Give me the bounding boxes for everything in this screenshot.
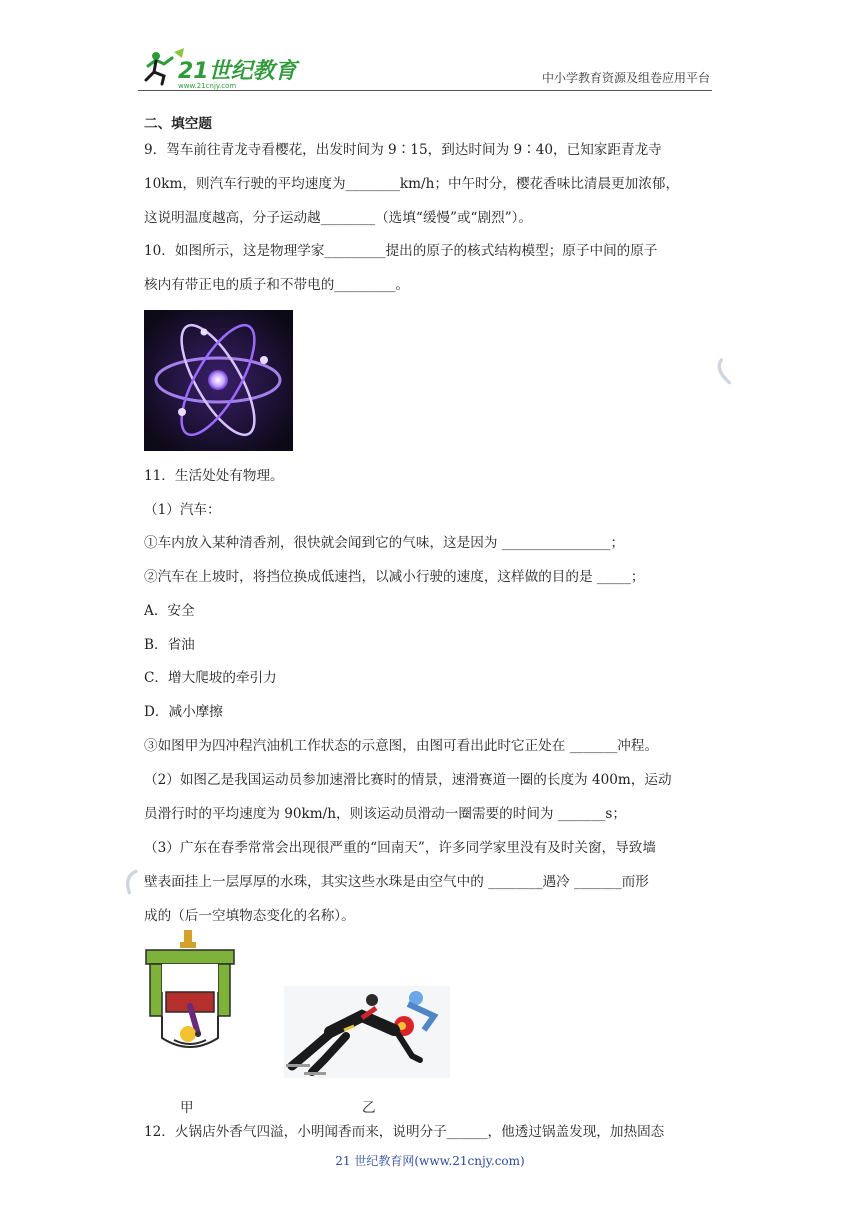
q10-line-2: 核内有带正电的质子和不带电的_________。 xyxy=(144,277,410,293)
figure-caption-yi: 乙 xyxy=(362,1100,376,1116)
page-footer[interactable]: 21 世纪教育网(www.21cnjy.com) xyxy=(335,1154,525,1168)
platform-name: 中小学教育资源及组卷应用平台 xyxy=(541,71,710,85)
q12-line-1: 12．火锅店外香气四溢，小明闻香而来，说明分子______，他透过锅盖发现，加热固态 xyxy=(144,1124,665,1140)
q11-option-b: B．省油 xyxy=(144,637,195,653)
q11-part3-line-1: （3）广东在春季常常会出现很严重的“回南天”，许多同学家里没有及时关窗，导致墙 xyxy=(144,840,656,856)
corner-bracket-icon xyxy=(712,352,732,392)
q11-item-1: ①车内放入某种清香剂，很快就会闻到它的气味，这是因为 ________________； xyxy=(144,535,625,551)
q11-part2-line-2: 员滑行时的平均速度为 90km/h，则该运动员滑动一圈需要的时间为 _______s； xyxy=(144,806,626,822)
figure-caption-jia: 甲 xyxy=(180,1100,194,1116)
q9-line-3: 这说明温度越高，分子运动越________（选填“缓慢”或“剧烈”）。 xyxy=(144,210,533,226)
atom-model-image xyxy=(144,310,293,451)
speed-skater-image xyxy=(284,986,450,1078)
q11-part3-line-2: 壁表面挂上一层厚厚的水珠，其实这些水珠是由空气中的 ________遇冷 _______而形 xyxy=(144,874,649,890)
q11-item-2: ②汽车在上坡时，将挡位换成低速挡，以减小行驶的速度，这样做的目的是 _____； xyxy=(144,569,645,585)
q11-option-c: C．增大爬坡的牵引力 xyxy=(144,670,277,686)
q11-option-a: A．安全 xyxy=(144,603,195,619)
corner-bracket-icon xyxy=(120,862,140,902)
engine-diagram xyxy=(144,930,236,1056)
logo-text: 21世纪教育 xyxy=(178,59,297,84)
q11-option-d: D．减小摩擦 xyxy=(144,704,223,720)
q11-item-3: ③如图甲为四冲程汽油机工作状态的示意图，由图可看出此时它正处在 _______冲程。 xyxy=(144,738,659,754)
q9-line-1: 9．驾车前往青龙寺看樱花，出发时间为 9∶15，到达时间为 9∶40，已知家距青龙寺 xyxy=(144,142,662,158)
q11-part1-label: （1）汽车： xyxy=(144,502,221,518)
q11-intro: 11．生活处处有物理。 xyxy=(144,468,284,484)
q11-part3-line-3: 成的（后一空填物态变化的名称）。 xyxy=(144,908,355,924)
q11-part2-line-1: （2）如图乙是我国运动员参加速滑比赛时的情景，速滑赛道一圈的长度为 400m，运动 xyxy=(144,772,672,788)
page-header xyxy=(138,44,712,91)
q10-line-1: 10．如图所示，这是物理学家_________提出的原子的核式结构模型；原子中间的原子 xyxy=(144,243,658,259)
site-logo[interactable] xyxy=(138,44,308,90)
section-title: 二、填空题 xyxy=(144,116,212,132)
q9-line-2: 10km，则汽车行驶的平均速度为________km/h；中午时分，樱花香味比清晨更加浓郁， xyxy=(144,176,680,192)
logo-url: www.21cnjy.com xyxy=(178,82,237,90)
